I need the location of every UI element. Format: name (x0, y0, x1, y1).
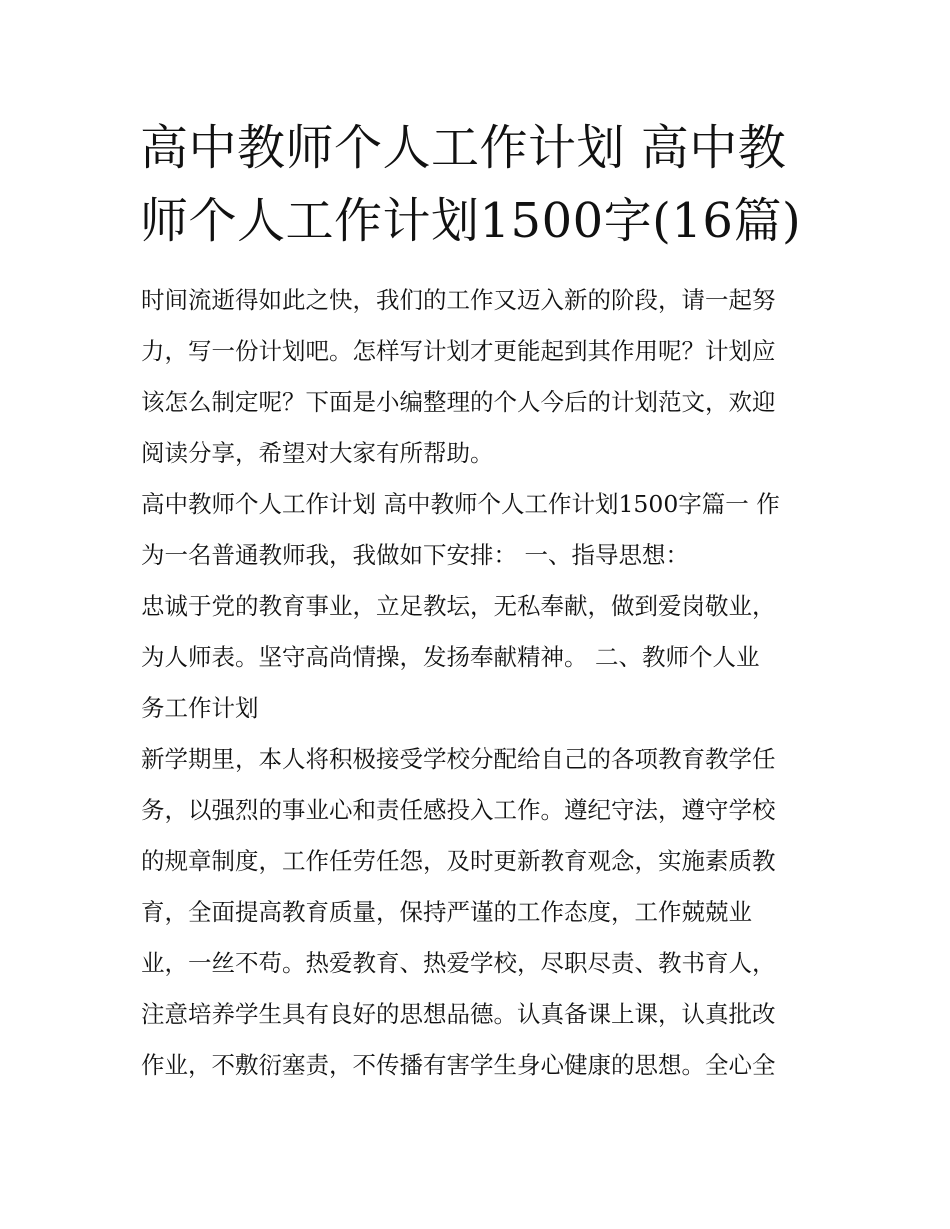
body-line: 忠诚于党的教育事业，立足教坛，无私奉献，做到爱岗敬业， (141, 592, 776, 620)
body-line: 新学期里，本人将积极接受学校分配给自己的各项教育教学任 (141, 745, 776, 773)
title-line-1: 高中教师个人工作计划 高中教 (140, 120, 787, 176)
body-line: 该怎么制定呢？下面是小编整理的个人今后的计划范文，欢迎 (141, 388, 776, 416)
title-line-2: 师个人工作计划1500字(16篇) (140, 193, 802, 249)
document-body (141, 275, 831, 1091)
body-line: 作业，不敷衍塞责，不传播有害学生身心健康的思想。全心全 (141, 1051, 776, 1079)
body-line: 为人师表。坚守高尚情操，发扬奉献精神。 二、教师个人业 (141, 643, 760, 671)
body-line: 育，全面提高教育质量，保持严谨的工作态度，工作兢兢业 (141, 898, 752, 926)
body-line: 注意培养学生具有良好的思想品德。认真备课上课，认真批改 (141, 1000, 776, 1028)
body-line: 务，以强烈的事业心和责任感投入工作。遵纪守法，遵守学校 (141, 796, 776, 824)
body-line: 业，一丝不苟。热爱教育、热爱学校，尽职尽责、教书育人， (141, 949, 776, 977)
body-line: 的规章制度，工作任劳任怨，及时更新教育观念，实施素质教 (141, 847, 776, 875)
body-line: 阅读分享，希望对大家有所帮助。 (141, 439, 494, 467)
body-line: 力，写一份计划吧。怎样写计划才更能起到其作用呢？计划应 (141, 337, 776, 365)
body-line: 为一名普通教师我，我做如下安排： 一、指导思想： (141, 541, 689, 569)
body-line: 务工作计划 (141, 694, 259, 722)
body-line: 高中教师个人工作计划 高中教师个人工作计划1500字篇一 作 (141, 490, 780, 518)
body-line: 时间流逝得如此之快，我们的工作又迈入新的阶段，请一起努 (141, 286, 776, 314)
document-title (140, 112, 830, 258)
